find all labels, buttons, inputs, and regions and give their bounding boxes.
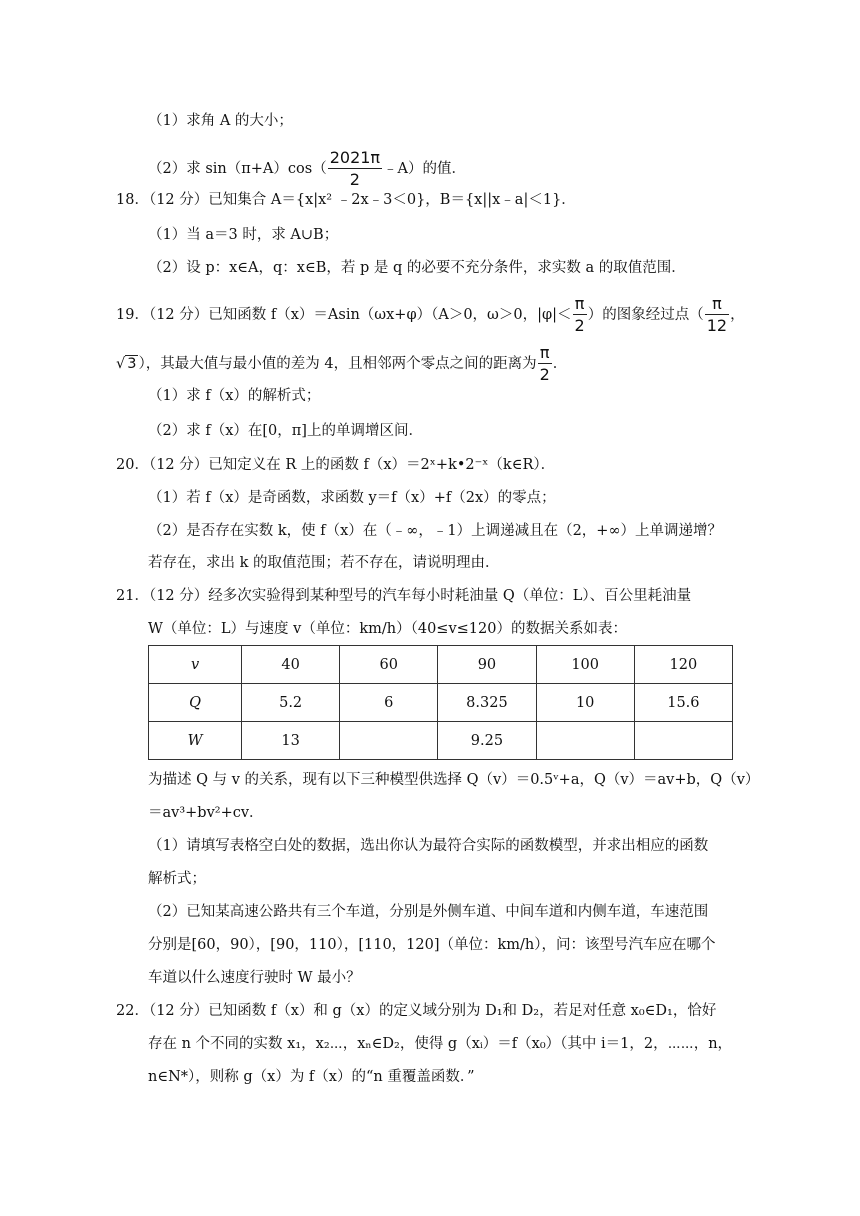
table-cell: 8.325 [438,684,536,722]
table-row [149,646,733,684]
q20-part2: （2）是否存在实数 k，使 f（x）在（﹣∞，﹣1）上调递减且在（2，+∞）上单调递增？ [148,523,723,539]
fraction-2021pi-over-2 [328,150,382,188]
fraction-denominator: 2 [574,316,585,335]
q17-part1: （1）求角 A 的大小； [148,113,293,129]
table-row [149,722,733,760]
q17-part2 [148,150,466,188]
fraction-denominator: 2 [349,170,360,189]
sqrt-3: √ 3 [116,356,137,372]
fraction-denominator: 12 [706,316,728,335]
table-cell: 100 [536,646,634,684]
table-cell [340,722,438,760]
q19-stem-line1 [116,296,745,334]
table-cell: 13 [242,722,340,760]
table-cell: Q [149,684,242,722]
table-cell: 5.2 [242,684,340,722]
table-cell [634,722,732,760]
q19-stem-line2-end: ． [552,356,568,372]
q18-part2: （2）设 p：x∈A，q：x∈B，若 p 是 q 的必要不充分条件，求实数 a 的取值范围． [148,260,686,276]
fraction-denominator: 2 [539,365,550,384]
q20-stem: 20．（12 分）已知定义在 R 上的函数 f（x）＝2ˣ+k•2⁻ˣ（k∈R）． [116,457,556,473]
q19-stem-middle: ）的图象经过点（ [587,307,704,323]
q21-part2: （2）已知某高速公路共有三个车道，分别是外侧车道、中间车道和内侧车道，车速范围 [148,904,709,920]
table-cell [536,722,634,760]
q20-part1: （1）若 f（x）是奇函数，求函数 y＝f（x）+f（2x）的零点； [148,490,556,506]
q21-part1: （1）请填写表格空白处的数据，选出你认为最符合实际的函数模型，并求出相应的函数 [148,838,709,854]
table-row [149,684,733,722]
q19-part2: （2）求 f（x）在[0，π]上的单调增区间． [148,423,423,439]
data-table [148,645,733,760]
q19-stem-prefix: 19．（12 分）已知函数 f（x）＝Asin（ωx+φ）（A＞0，ω＞0，|φ|＜ [116,307,572,323]
q17-part2-prefix: （2）求 sin（π+A）cos（ [148,161,327,177]
q21-part2-cont2: 车道以什么速度行驶时 W 最小？ [148,970,361,986]
q22-stem-line2: 存在 n 个不同的实数 x₁，x₂⋯，xₙ∈D₂，使得 g（xᵢ）＝f（x₀）（其中 i＝1，2，⋯⋯，n， [148,1036,733,1052]
q18-stem: 18．（12 分）已知集合 A＝{x|x² ﹣2x﹣3＜0}，B＝{x||x﹣a|＜1}． [116,192,576,208]
q19-part1: （1）求 f（x）的解析式； [148,388,321,404]
q21-part2-cont1: 分别是[60，90），[90，110），[110，120]（单位：km/h），问：该型号汽车应在哪个 [148,937,716,953]
q21-models-line2: ＝av³+bv²+cv． [148,805,264,821]
fraction-numerator: π [539,343,550,362]
q22-stem-line1: 22．（12 分）已知函数 f（x）和 g（x）的定义域分别为 D₁和 D₂，若足对任意 x₀∈D₁，恰好 [116,1003,717,1019]
radicand: 3 [127,356,137,372]
table-cell: 40 [242,646,340,684]
q18-part1: （1）当 a＝3 时，求 A∪B； [148,227,339,243]
fraction-numerator: 2021π [329,148,381,167]
table-cell: 15.6 [634,684,732,722]
table-cell: 9.25 [438,722,536,760]
fraction-numerator: π [712,294,722,313]
q17-part2-suffix: ﹣A）的值． [383,161,467,177]
table-cell: 60 [340,646,438,684]
fraction-pi-over-2 [573,296,587,334]
q21-models-line1: 为描述 Q 与 v 的关系，现有以下三种模型供选择 Q（v）＝0.5ᵛ+a，Q（v）＝av+b，Q（v） [148,772,760,788]
q21-part1-cont: 解析式； [148,871,206,887]
q19-stem-end: ， [730,307,745,323]
q19-stem-line2-text: ），其最大值与最小值的差为 4，且相邻两个零点之间的距离为 [138,356,537,372]
q19-stem-line2 [116,345,567,383]
table-cell: W [149,722,242,760]
table-cell: 6 [340,684,438,722]
q22-stem-line3: n∈N*），则称 g（x）为 f（x）的“n 重覆盖函数．” [148,1069,475,1085]
q21-stem-line2: W（单位：L）与速度 v（单位：km/h）（40≤v≤120）的数据关系如表： [148,621,627,637]
q21-stem-line1: 21．（12 分）经多次实验得到某种型号的汽车每小时耗油量 Q（单位：L）、百公里耗油量 [116,588,692,604]
q20-part2-cont: 若存在，求出 k 的取值范围；若不存在，请说明理由． [148,555,500,571]
table-cell: v [149,646,242,684]
table-cell: 90 [438,646,536,684]
fraction-pi-over-2 [538,345,552,383]
table-cell: 10 [536,684,634,722]
fraction-numerator: π [574,294,585,313]
fraction-pi-over-12 [705,296,729,334]
table-cell: 120 [634,646,732,684]
